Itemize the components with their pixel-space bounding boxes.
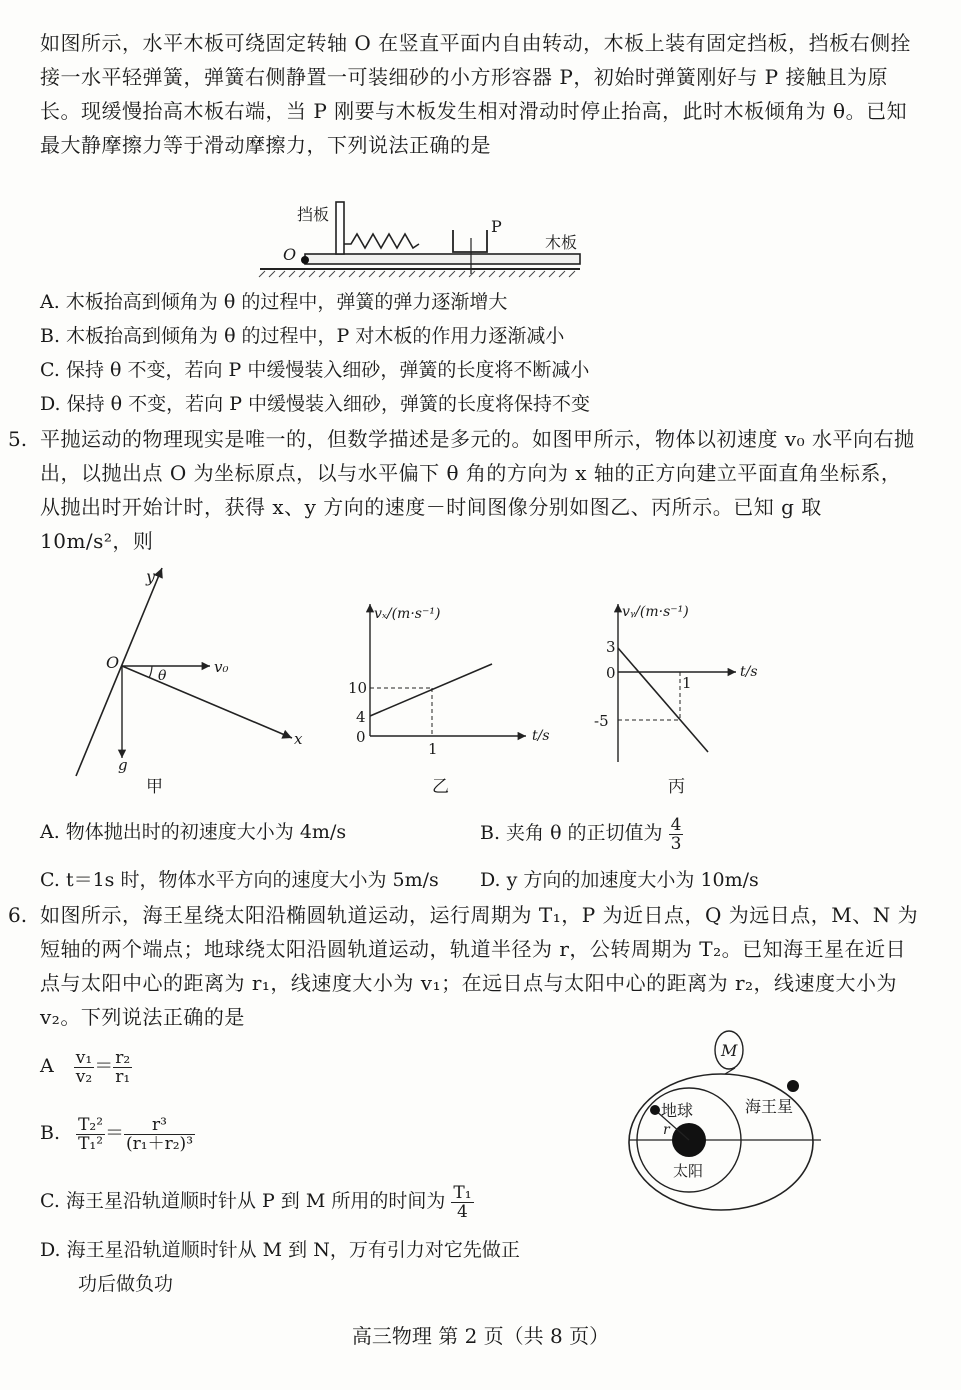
orbit-r-label: r [663, 1122, 670, 1138]
q4-option-a: A. 木板抬高到倾角为 θ 的过程中，弹簧的弹力逐渐增大 [40, 291, 508, 313]
q6-b-d1: T₁² [78, 1133, 104, 1154]
q5-number: 5. [8, 427, 28, 451]
jia-theta-label: θ [158, 668, 167, 684]
jia-x-label: x [294, 730, 303, 748]
q5-option-b-text: B. 夹角 θ 的正切值为 [480, 822, 663, 844]
bing-xlabel: t/s [740, 664, 758, 680]
q4-option-c: C. 保持 θ 不变，若向 P 中缓慢装入细砂，弹簧的长度将不断减小 [40, 359, 590, 381]
container-p-label: P [491, 217, 502, 236]
q5-chart-yi [340, 596, 560, 802]
q6-option-c [40, 1176, 474, 1226]
bing-caption: 丙 [668, 777, 685, 797]
q6-option-d-line2: 功后做负功 [78, 1273, 174, 1295]
baffle-label: 挡板 [297, 205, 330, 224]
bing-ytick-neg5: -5 [594, 712, 609, 730]
q6-option-d-line1: D. 海王星沿轨道顺时针从 M 到 N，万有引力对它先做正 [40, 1239, 520, 1261]
q6-a-n2: r₂ [115, 1047, 131, 1068]
orbit-sun-label: 太阳 [673, 1162, 704, 1180]
q6-b-n1: T₂² [78, 1114, 104, 1135]
bing-series-line [618, 648, 708, 752]
q5-option-b [480, 808, 683, 858]
q4-board-figure [255, 198, 595, 280]
q6-a-frac2 [113, 1049, 132, 1086]
q6-c-num: T₁ [453, 1182, 472, 1203]
q6-a-d2: r₁ [115, 1066, 131, 1087]
q5-figure-jia [70, 562, 320, 802]
q6-number: 6. [8, 903, 28, 927]
q6-a-d1: v₂ [75, 1066, 93, 1087]
yi-ylabel: vₓ/(m·s⁻¹) [374, 606, 441, 622]
jia-v0-label: v₀ [214, 658, 229, 676]
bing-xtick-1: 1 [682, 674, 692, 692]
q6-c-den: 4 [457, 1201, 468, 1222]
q6-b-n2: r³ [124, 1116, 195, 1135]
yi-xtick-0: 0 [356, 728, 366, 746]
q5-option-d: D. y 方向的加速度大小为 10m/s [480, 869, 759, 891]
q4-option-d: D. 保持 θ 不变，若向 P 中缓慢装入细砂，弹簧的长度将保持不变 [40, 393, 591, 415]
jia-o-label: O [106, 653, 120, 672]
q5-b-num: 4 [670, 814, 682, 835]
q5-option-b-fraction [669, 816, 684, 853]
yi-xlabel: t/s [532, 728, 550, 744]
q6-b-label: B. [40, 1122, 61, 1144]
q6-a-label: A [40, 1055, 54, 1077]
q5-stem: 平抛运动的物理现实是唯一的，但数学描述是多元的。如图甲所示，物体以初速度 v₀ 水平向右抛出，以抛出点 O 为坐标原点，以与水平偏下 θ 角的方向为 x 轴的正方向建立平面直角坐标系，从抛出时开始计时，获得 x、y 方向的速度－时间图像分别如图乙、丙所示。已知 g 取 10m/s²，则 [40, 427, 915, 553]
q6-a-frac1 [74, 1049, 94, 1086]
q6-option-b: B. $\frac{\text{T₂²}}{\text{T₁²}}$ ＝ $\frac{\text{r³}}{\text{(r₁＋r₂)³}}$ [40, 1114, 194, 1154]
q4-option-b: B. 木板抬高到倾角为 θ 的过程中，P 对木板的作用力逐渐减小 [40, 325, 565, 347]
orbit-neptune-label: 海王星 [745, 1097, 794, 1116]
q5-option-c: C. t＝1s 时，物体水平方向的速度大小为 5m/s [40, 869, 439, 891]
q5-chart-bing [590, 596, 790, 802]
q6-b-frac2 [124, 1116, 195, 1153]
bing-ytick-3: 3 [606, 638, 616, 656]
q6-b-frac1 [76, 1116, 105, 1153]
orbit-earth-label: 地球 [661, 1101, 694, 1120]
orbit-m-label: M [721, 1041, 738, 1060]
page-footer: 高三物理 第 2 页（共 8 页） [351, 1324, 610, 1348]
q5-b-den: 3 [670, 833, 682, 854]
yi-ytick-4: 4 [356, 708, 366, 726]
q6-c-text: C. 海王星沿轨道顺时针从 P 到 M 所用的时间为 [40, 1190, 446, 1212]
yi-xtick-1: 1 [428, 740, 438, 758]
yi-series-line [370, 664, 492, 716]
q6-c-fraction [451, 1184, 473, 1221]
jia-y-label: y [146, 567, 156, 586]
board-label: 木板 [545, 233, 578, 252]
pivot-o-label: O [283, 245, 297, 264]
q6-orbit-figure [625, 1030, 835, 1220]
jia-g-label: g [118, 756, 128, 774]
q4-stem: 如图所示，水平木板可绕固定转轴 O 在竖直平面内自由转动，木板上装有固定挡板，挡板右侧拴接一水平轻弹簧，弹簧右侧静置一可装细砂的小方形容器 P，初始时弹簧刚好与 P 接触且为原长。现缓慢抬高木板右端，当 P 刚要与木板发生相对滑动时停止抬高，此时木板倾角为 θ。已知最大静摩擦力等于滑动摩擦力，下列说法正确的是 [40, 31, 912, 157]
q6-option-a: A $\frac{\text{v₁}}{\text{v₂}}$ ＝ $\frac{\text{r₂}}{\text{r₁}}$ [40, 1047, 131, 1087]
jia-caption: 甲 [146, 777, 163, 797]
q6-a-n1: v₁ [75, 1047, 93, 1068]
yi-ytick-10: 10 [348, 679, 368, 697]
bing-ytick-0: 0 [606, 664, 616, 682]
q5-option-a: A. 物体抛出时的初速度大小为 4m/s [40, 821, 347, 843]
yi-caption: 乙 [432, 777, 449, 797]
q6-b-d2: (r₁＋r₂)³ [126, 1133, 194, 1154]
q6-stem: 如图所示，海王星绕太阳沿椭圆轨道运动，运行周期为 T₁，P 为近日点，Q 为远日点，M、N 为短轴的两个端点；地球绕太阳沿圆轨道运动，轨道半径为 r，公转周期为 T₂。已知海王星在近日点与太阳中心的距离为 r₁，线速度大小为 v₁；在远日点与太阳中心的距离为 r₂，线速度大小为 v₂。下列说法正确的是 [40, 903, 919, 1029]
bing-ylabel: vᵧ/(m·s⁻¹) [622, 604, 689, 620]
